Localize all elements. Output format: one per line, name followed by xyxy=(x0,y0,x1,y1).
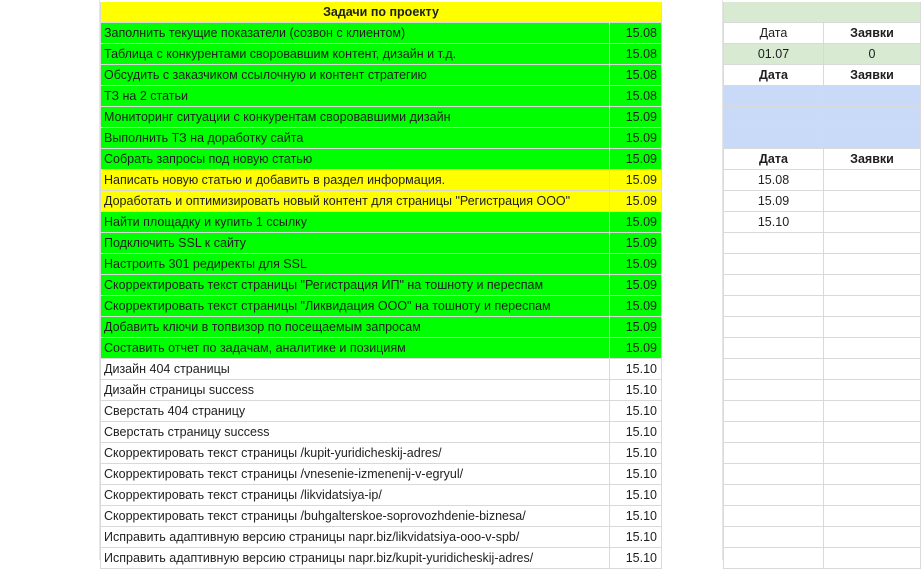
right-empty-cell[interactable] xyxy=(824,485,921,506)
task-text-cell[interactable]: Исправить адаптивную версию страницы napr.biz/likvidatsiya-ooo-v-spb/ xyxy=(100,527,610,548)
task-date-cell[interactable]: 15.09 xyxy=(610,338,662,359)
task-text-cell[interactable]: Добавить ключи в топвизор по посещаемым запросам xyxy=(100,317,610,338)
right-empty-cell[interactable] xyxy=(723,254,824,275)
task-date-cell[interactable]: 15.09 xyxy=(610,317,662,338)
task-text-cell[interactable]: Найти площадку и купить 1 ссылку xyxy=(100,212,610,233)
task-header-cell[interactable]: Задачи по проекту xyxy=(100,2,662,23)
right-empty-cell[interactable] xyxy=(824,317,921,338)
task-date-cell[interactable]: 15.09 xyxy=(610,212,662,233)
task-text-cell[interactable]: Дизайн 404 страницы xyxy=(100,359,610,380)
task-date-cell[interactable]: 15.10 xyxy=(610,548,662,569)
task-text-cell[interactable]: Доработать и оптимизировать новый контент для страницы "Регистрация ООО" xyxy=(100,191,610,212)
task-text-cell[interactable]: Скорректировать текст страницы /likvidatsiya-ip/ xyxy=(100,485,610,506)
task-text-cell[interactable]: Мониторинг ситуации с конкурентам своровавшими дизайн xyxy=(100,107,610,128)
task-date-cell[interactable]: 15.10 xyxy=(610,485,662,506)
right-empty-cell[interactable] xyxy=(824,506,921,527)
right-empty-cell[interactable] xyxy=(824,296,921,317)
right-empty-cell[interactable] xyxy=(824,212,921,233)
task-date-cell[interactable]: 15.08 xyxy=(610,23,662,44)
task-date-cell[interactable]: 15.08 xyxy=(610,65,662,86)
task-text-cell[interactable]: Скорректировать текст страницы /buhgalterskoe-soprovozhdenie-biznesa/ xyxy=(100,506,610,527)
right-empty-cell[interactable] xyxy=(723,527,824,548)
task-date-cell[interactable]: 15.10 xyxy=(610,401,662,422)
right-header-requests-1[interactable]: Заявки xyxy=(824,23,921,44)
right-empty-cell[interactable] xyxy=(824,338,921,359)
right-header-date-2[interactable]: Дата xyxy=(723,65,824,86)
task-date-cell[interactable]: 15.09 xyxy=(610,233,662,254)
task-date-cell[interactable]: 15.09 xyxy=(610,254,662,275)
right-blue-cell[interactable] xyxy=(824,107,921,128)
right-date-cell[interactable]: 15.09 xyxy=(723,191,824,212)
task-date-cell[interactable]: 15.09 xyxy=(610,149,662,170)
right-header-requests-2[interactable]: Заявки xyxy=(824,65,921,86)
right-empty-cell[interactable] xyxy=(723,548,824,569)
task-date-cell[interactable]: 15.10 xyxy=(610,443,662,464)
right-requests-cell-0107[interactable]: 0 xyxy=(824,44,921,65)
right-empty-cell[interactable] xyxy=(824,548,921,569)
right-top-green-cell[interactable] xyxy=(723,2,921,23)
right-blue-cell[interactable] xyxy=(723,128,824,149)
task-date-cell[interactable]: 15.09 xyxy=(610,107,662,128)
task-text-cell[interactable]: Скорректировать текст страницы /vnesenie-izmenenij-v-egryul/ xyxy=(100,464,610,485)
task-text-cell[interactable]: Скорректировать текст страницы "Регистрация ИП" на тошноту и переспам xyxy=(100,275,610,296)
task-text-cell[interactable]: Настроить 301 редиректы для SSL xyxy=(100,254,610,275)
right-header-date-1[interactable]: Дата xyxy=(723,23,824,44)
right-empty-cell[interactable] xyxy=(723,506,824,527)
task-date-cell[interactable]: 15.08 xyxy=(610,86,662,107)
task-text-cell[interactable]: Сверстать страницу success xyxy=(100,422,610,443)
task-text-cell[interactable]: Написать новую статью и добавить в раздел информация. xyxy=(100,170,610,191)
task-date-cell[interactable]: 15.09 xyxy=(610,275,662,296)
right-empty-cell[interactable] xyxy=(824,170,921,191)
task-date-cell[interactable]: 15.10 xyxy=(610,359,662,380)
right-empty-cell[interactable] xyxy=(723,380,824,401)
task-date-cell[interactable]: 15.10 xyxy=(610,464,662,485)
right-blue-cell[interactable] xyxy=(824,86,921,107)
right-empty-cell[interactable] xyxy=(723,233,824,254)
right-empty-cell[interactable] xyxy=(824,464,921,485)
task-text-cell[interactable]: Сверстать 404 страницу xyxy=(100,401,610,422)
right-empty-cell[interactable] xyxy=(723,275,824,296)
right-empty-cell[interactable] xyxy=(723,443,824,464)
task-text-cell[interactable]: Собрать запросы под новую статью xyxy=(100,149,610,170)
task-text-cell[interactable]: Составить отчет по задачам, аналитике и позициям xyxy=(100,338,610,359)
task-date-cell[interactable]: 15.08 xyxy=(610,44,662,65)
task-date-cell[interactable]: 15.09 xyxy=(610,191,662,212)
right-empty-cell[interactable] xyxy=(824,191,921,212)
task-text-cell[interactable]: Обсудить с заказчиком ссылочную и контент стратегию xyxy=(100,65,610,86)
right-date-cell-0107[interactable]: 01.07 xyxy=(723,44,824,65)
empty-column-d xyxy=(662,0,723,560)
right-empty-cell[interactable] xyxy=(723,359,824,380)
task-date-cell[interactable]: 15.09 xyxy=(610,128,662,149)
right-empty-cell[interactable] xyxy=(723,338,824,359)
task-date-cell[interactable]: 15.10 xyxy=(610,380,662,401)
right-empty-cell[interactable] xyxy=(723,422,824,443)
right-header-date-3[interactable]: Дата xyxy=(723,149,824,170)
right-empty-cell[interactable] xyxy=(824,401,921,422)
right-blue-cell[interactable] xyxy=(723,107,824,128)
task-date-cell[interactable]: 15.10 xyxy=(610,527,662,548)
right-header-requests-3[interactable]: Заявки xyxy=(824,149,921,170)
right-empty-cell[interactable] xyxy=(824,275,921,296)
right-empty-cell[interactable] xyxy=(824,422,921,443)
right-blue-cell[interactable] xyxy=(723,86,824,107)
right-date-cell[interactable]: 15.10 xyxy=(723,212,824,233)
right-empty-cell[interactable] xyxy=(824,443,921,464)
right-empty-cell[interactable] xyxy=(723,401,824,422)
right-empty-cell[interactable] xyxy=(824,233,921,254)
task-text-cell[interactable]: Дизайн страницы success xyxy=(100,380,610,401)
task-text-cell[interactable]: ТЗ на 2 статьи xyxy=(100,86,610,107)
task-text-cell[interactable]: Скорректировать текст страницы "Ликвидация ООО" на тошноту и переспам xyxy=(100,296,610,317)
empty-column-a xyxy=(0,0,100,560)
right-empty-cell[interactable] xyxy=(723,317,824,338)
right-empty-cell[interactable] xyxy=(824,380,921,401)
task-text-cell[interactable]: Подключить SSL к сайту xyxy=(100,233,610,254)
task-text-cell[interactable]: Выполнить ТЗ на доработку сайта xyxy=(100,128,610,149)
right-empty-cell[interactable] xyxy=(723,464,824,485)
right-empty-cell[interactable] xyxy=(824,359,921,380)
right-empty-cell[interactable] xyxy=(723,485,824,506)
right-blue-cell[interactable] xyxy=(824,128,921,149)
task-text-cell[interactable]: Исправить адаптивную версию страницы napr.biz/kupit-yuridicheskij-adres/ xyxy=(100,548,610,569)
right-empty-cell[interactable] xyxy=(824,527,921,548)
task-date-cell[interactable]: 15.10 xyxy=(610,506,662,527)
task-text-cell[interactable]: Таблица с конкурентами своровавшим контент, дизайн и т.д. xyxy=(100,44,610,65)
task-date-cell[interactable]: 15.09 xyxy=(610,170,662,191)
task-text-cell[interactable]: Заполнить текущие показатели (созвон с клиентом) xyxy=(100,23,610,44)
task-date-cell[interactable]: 15.10 xyxy=(610,422,662,443)
right-empty-cell[interactable] xyxy=(824,254,921,275)
task-text-cell[interactable]: Скорректировать текст страницы /kupit-yuridicheskij-adres/ xyxy=(100,443,610,464)
right-date-cell[interactable]: 15.08 xyxy=(723,170,824,191)
right-empty-cell[interactable] xyxy=(723,296,824,317)
task-date-cell[interactable]: 15.09 xyxy=(610,296,662,317)
